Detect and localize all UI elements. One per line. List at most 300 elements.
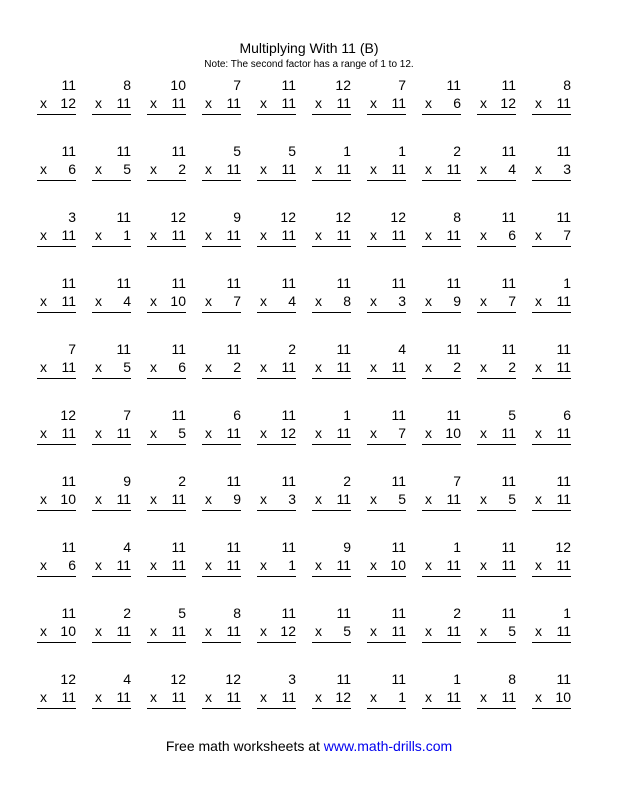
- multiply-operator: x: [40, 95, 47, 111]
- second-factor: 12: [500, 95, 516, 111]
- second-factor-row: [257, 160, 296, 178]
- problem-6-9: [477, 406, 516, 472]
- second-factor: 11: [446, 557, 461, 573]
- problem-10-10: [532, 670, 571, 736]
- second-factor-row: [202, 688, 241, 706]
- problem-7-3: [147, 472, 186, 538]
- problem-1-10: [532, 76, 571, 142]
- second-factor: 11: [226, 623, 241, 639]
- answer-line: [477, 642, 516, 643]
- problem-1-4: [202, 76, 241, 142]
- first-factor: 6: [233, 407, 241, 423]
- answer-line: [312, 642, 351, 643]
- second-factor: 11: [116, 425, 131, 441]
- multiply-operator: x: [535, 161, 542, 177]
- answer-line: [257, 312, 296, 313]
- first-factor: 11: [556, 671, 571, 687]
- problem-2-7: [367, 142, 406, 208]
- answer-line: [532, 444, 571, 445]
- second-factor: 12: [280, 425, 296, 441]
- problem-9-8: [422, 604, 461, 670]
- first-factor: 11: [391, 275, 406, 291]
- first-factor: 3: [68, 209, 76, 225]
- problem-10-6: [312, 670, 351, 736]
- answer-line: [532, 510, 571, 511]
- second-factor: 11: [391, 161, 406, 177]
- problem-1-6: [312, 76, 351, 142]
- problem-9-2: [92, 604, 131, 670]
- second-factor-row: [37, 688, 76, 706]
- second-factor-row: [257, 424, 296, 442]
- answer-line: [367, 246, 406, 247]
- first-factor: 11: [61, 473, 76, 489]
- first-factor: 12: [335, 209, 351, 225]
- problem-5-1: [37, 340, 76, 406]
- multiply-operator: x: [260, 623, 267, 639]
- multiply-operator: x: [315, 623, 322, 639]
- multiply-operator: x: [150, 227, 157, 243]
- second-factor-row: [37, 358, 76, 376]
- first-factor: 8: [563, 77, 571, 93]
- first-factor: 2: [343, 473, 351, 489]
- multiply-operator: x: [40, 557, 47, 573]
- multiply-operator: x: [370, 227, 377, 243]
- answer-line: [92, 708, 131, 709]
- multiply-operator: x: [205, 161, 212, 177]
- second-factor-row: [147, 160, 186, 178]
- second-factor-row: [532, 556, 571, 574]
- answer-line: [422, 246, 461, 247]
- problem-grid: [37, 76, 587, 736]
- first-factor: 4: [398, 341, 406, 357]
- second-factor: 11: [391, 359, 406, 375]
- answer-line: [257, 246, 296, 247]
- multiply-operator: x: [150, 425, 157, 441]
- answer-line: [92, 444, 131, 445]
- second-factor-row: [257, 94, 296, 112]
- second-factor-row: [477, 688, 516, 706]
- answer-line: [147, 378, 186, 379]
- answer-line: [477, 510, 516, 511]
- multiply-operator: x: [95, 293, 102, 309]
- footer-site-link[interactable]: www.math-drills.com: [323, 738, 453, 754]
- multiply-operator: x: [260, 227, 267, 243]
- first-factor: 11: [446, 341, 461, 357]
- first-factor: 11: [501, 539, 516, 555]
- second-factor-row: [312, 160, 351, 178]
- multiply-operator: x: [370, 293, 377, 309]
- first-factor: 11: [501, 605, 516, 621]
- second-factor-row: [422, 94, 461, 112]
- second-factor: 11: [116, 557, 131, 573]
- problem-8-10: [532, 538, 571, 604]
- second-factor: 2: [178, 161, 186, 177]
- answer-line: [367, 510, 406, 511]
- problem-2-5: [257, 142, 296, 208]
- multiply-operator: x: [315, 689, 322, 705]
- problem-6-6: [312, 406, 351, 472]
- first-factor: 11: [501, 209, 516, 225]
- second-factor-row: [257, 226, 296, 244]
- multiply-operator: x: [205, 95, 212, 111]
- answer-line: [37, 378, 76, 379]
- second-factor: 6: [178, 359, 186, 375]
- problem-8-4: [202, 538, 241, 604]
- first-factor: 11: [336, 605, 351, 621]
- multiply-operator: x: [480, 95, 487, 111]
- second-factor: 11: [116, 95, 131, 111]
- answer-line: [202, 312, 241, 313]
- first-factor: 4: [123, 539, 131, 555]
- problem-8-5: [257, 538, 296, 604]
- second-factor-row: [92, 94, 131, 112]
- multiply-operator: x: [260, 557, 267, 573]
- multiply-operator: x: [205, 227, 212, 243]
- answer-line: [422, 312, 461, 313]
- second-factor-row: [422, 556, 461, 574]
- problem-7-4: [202, 472, 241, 538]
- second-factor: 6: [68, 557, 76, 573]
- answer-line: [257, 708, 296, 709]
- second-factor-row: [367, 226, 406, 244]
- answer-line: [367, 180, 406, 181]
- second-factor-row: [37, 556, 76, 574]
- multiply-operator: x: [425, 161, 432, 177]
- answer-line: [477, 114, 516, 115]
- problem-4-1: [37, 274, 76, 340]
- answer-line: [312, 180, 351, 181]
- second-factor-row: [312, 424, 351, 442]
- second-factor: 11: [336, 359, 351, 375]
- second-factor-row: [477, 94, 516, 112]
- problem-2-2: [92, 142, 131, 208]
- first-factor: 3: [288, 671, 296, 687]
- second-factor-row: [312, 226, 351, 244]
- first-factor: 11: [501, 143, 516, 159]
- problem-6-8: [422, 406, 461, 472]
- problem-5-3: [147, 340, 186, 406]
- answer-line: [532, 708, 571, 709]
- problem-10-5: [257, 670, 296, 736]
- answer-line: [532, 642, 571, 643]
- multiply-operator: x: [150, 689, 157, 705]
- first-factor: 12: [555, 539, 571, 555]
- second-factor-row: [202, 226, 241, 244]
- multiply-operator: x: [40, 161, 47, 177]
- problem-8-9: [477, 538, 516, 604]
- answer-line: [147, 444, 186, 445]
- answer-line: [92, 576, 131, 577]
- first-factor: 7: [123, 407, 131, 423]
- problem-2-9: [477, 142, 516, 208]
- multiply-operator: x: [480, 359, 487, 375]
- second-factor: 11: [226, 161, 241, 177]
- first-factor: 7: [398, 77, 406, 93]
- second-factor: 11: [501, 689, 516, 705]
- second-factor: 11: [336, 227, 351, 243]
- second-factor-row: [312, 490, 351, 508]
- second-factor-row: [147, 292, 186, 310]
- second-factor: 10: [60, 623, 76, 639]
- first-factor: 1: [453, 671, 461, 687]
- multiply-operator: x: [260, 95, 267, 111]
- answer-line: [257, 642, 296, 643]
- problem-10-4: [202, 670, 241, 736]
- problem-3-7: [367, 208, 406, 274]
- problem-2-8: [422, 142, 461, 208]
- second-factor: 11: [281, 95, 296, 111]
- second-factor-row: [92, 358, 131, 376]
- second-factor: 11: [556, 425, 571, 441]
- second-factor: 11: [281, 359, 296, 375]
- problem-2-6: [312, 142, 351, 208]
- problem-9-6: [312, 604, 351, 670]
- first-factor: 2: [178, 473, 186, 489]
- first-factor: 11: [116, 143, 131, 159]
- second-factor: 5: [123, 161, 131, 177]
- answer-line: [422, 642, 461, 643]
- second-factor: 11: [336, 491, 351, 507]
- problem-4-4: [202, 274, 241, 340]
- second-factor-row: [92, 226, 131, 244]
- second-factor: 10: [555, 689, 571, 705]
- answer-line: [92, 246, 131, 247]
- second-factor-row: [477, 622, 516, 640]
- second-factor-row: [367, 490, 406, 508]
- second-factor-row: [92, 688, 131, 706]
- second-factor-row: [367, 424, 406, 442]
- second-factor: 11: [116, 689, 131, 705]
- second-factor-row: [202, 622, 241, 640]
- multiply-operator: x: [535, 425, 542, 441]
- answer-line: [37, 114, 76, 115]
- second-factor: 11: [391, 623, 406, 639]
- answer-line: [147, 180, 186, 181]
- multiply-operator: x: [315, 293, 322, 309]
- second-factor-row: [37, 94, 76, 112]
- problem-3-1: [37, 208, 76, 274]
- multiply-operator: x: [315, 491, 322, 507]
- multiply-operator: x: [370, 161, 377, 177]
- second-factor: 11: [336, 557, 351, 573]
- answer-line: [477, 246, 516, 247]
- second-factor: 3: [563, 161, 571, 177]
- first-factor: 11: [226, 341, 241, 357]
- second-factor: 11: [391, 227, 406, 243]
- second-factor-row: [147, 226, 186, 244]
- multiply-operator: x: [260, 425, 267, 441]
- first-factor: 11: [446, 275, 461, 291]
- first-factor: 2: [453, 143, 461, 159]
- answer-line: [147, 312, 186, 313]
- multiply-operator: x: [535, 359, 542, 375]
- multiply-operator: x: [260, 293, 267, 309]
- problem-3-8: [422, 208, 461, 274]
- answer-line: [477, 708, 516, 709]
- problem-1-9: [477, 76, 516, 142]
- second-factor: 11: [281, 227, 296, 243]
- first-factor: 5: [233, 143, 241, 159]
- second-factor: 11: [446, 689, 461, 705]
- answer-line: [312, 576, 351, 577]
- second-factor-row: [367, 94, 406, 112]
- second-factor: 11: [226, 689, 241, 705]
- answer-line: [37, 642, 76, 643]
- second-factor-row: [147, 490, 186, 508]
- answer-line: [312, 246, 351, 247]
- first-factor: 11: [171, 143, 186, 159]
- first-factor: 12: [170, 209, 186, 225]
- second-factor-row: [37, 226, 76, 244]
- first-factor: 11: [116, 275, 131, 291]
- multiply-operator: x: [95, 491, 102, 507]
- second-factor: 11: [171, 227, 186, 243]
- second-factor: 11: [501, 425, 516, 441]
- answer-line: [477, 444, 516, 445]
- answer-line: [312, 114, 351, 115]
- answer-line: [37, 180, 76, 181]
- answer-line: [92, 642, 131, 643]
- multiply-operator: x: [95, 227, 102, 243]
- multiply-operator: x: [370, 689, 377, 705]
- answer-line: [202, 642, 241, 643]
- problem-1-8: [422, 76, 461, 142]
- multiply-operator: x: [260, 359, 267, 375]
- first-factor: 11: [226, 275, 241, 291]
- second-factor: 11: [446, 491, 461, 507]
- problem-4-2: [92, 274, 131, 340]
- first-factor: 11: [336, 671, 351, 687]
- answer-line: [477, 576, 516, 577]
- problem-5-6: [312, 340, 351, 406]
- problem-6-10: [532, 406, 571, 472]
- second-factor-row: [422, 688, 461, 706]
- first-factor: 11: [556, 209, 571, 225]
- second-factor: 11: [556, 293, 571, 309]
- multiply-operator: x: [40, 293, 47, 309]
- problem-5-7: [367, 340, 406, 406]
- second-factor: 5: [398, 491, 406, 507]
- second-factor: 11: [391, 95, 406, 111]
- multiply-operator: x: [425, 623, 432, 639]
- problem-3-9: [477, 208, 516, 274]
- second-factor-row: [477, 556, 516, 574]
- second-factor-row: [312, 622, 351, 640]
- multiply-operator: x: [40, 689, 47, 705]
- second-factor: 8: [343, 293, 351, 309]
- answer-line: [422, 114, 461, 115]
- second-factor: 11: [171, 557, 186, 573]
- first-factor: 11: [391, 407, 406, 423]
- answer-line: [532, 378, 571, 379]
- answer-line: [37, 708, 76, 709]
- answer-line: [202, 444, 241, 445]
- footer-prefix: Free math worksheets at: [165, 738, 324, 754]
- first-factor: 11: [501, 77, 516, 93]
- answer-line: [422, 180, 461, 181]
- second-factor-row: [202, 292, 241, 310]
- answer-line: [312, 444, 351, 445]
- second-factor: 11: [446, 623, 461, 639]
- first-factor: 11: [61, 143, 76, 159]
- multiply-operator: x: [425, 425, 432, 441]
- problem-5-2: [92, 340, 131, 406]
- first-factor: 9: [123, 473, 131, 489]
- problem-5-4: [202, 340, 241, 406]
- problem-6-4: [202, 406, 241, 472]
- multiply-operator: x: [535, 689, 542, 705]
- second-factor-row: [367, 688, 406, 706]
- second-factor: 7: [233, 293, 241, 309]
- second-factor-row: [37, 292, 76, 310]
- second-factor: 11: [61, 227, 76, 243]
- second-factor: 11: [61, 425, 76, 441]
- answer-line: [92, 510, 131, 511]
- problem-9-3: [147, 604, 186, 670]
- answer-line: [147, 642, 186, 643]
- multiply-operator: x: [260, 161, 267, 177]
- answer-line: [92, 312, 131, 313]
- problem-7-8: [422, 472, 461, 538]
- problem-8-8: [422, 538, 461, 604]
- answer-line: [422, 576, 461, 577]
- multiply-operator: x: [480, 689, 487, 705]
- second-factor: 11: [446, 227, 461, 243]
- second-factor: 11: [61, 293, 76, 309]
- answer-line: [312, 510, 351, 511]
- answer-line: [367, 114, 406, 115]
- answer-line: [532, 246, 571, 247]
- second-factor: 4: [123, 293, 131, 309]
- second-factor-row: [202, 556, 241, 574]
- problem-7-5: [257, 472, 296, 538]
- answer-line: [257, 444, 296, 445]
- problem-1-1: [37, 76, 76, 142]
- first-factor: 11: [556, 473, 571, 489]
- second-factor-row: [147, 688, 186, 706]
- answer-line: [367, 708, 406, 709]
- first-factor: 11: [501, 275, 516, 291]
- first-factor: 12: [170, 671, 186, 687]
- answer-line: [37, 576, 76, 577]
- second-factor-row: [312, 688, 351, 706]
- problem-6-3: [147, 406, 186, 472]
- first-factor: 1: [563, 275, 571, 291]
- problem-8-3: [147, 538, 186, 604]
- answer-line: [202, 576, 241, 577]
- second-factor: 4: [508, 161, 516, 177]
- problem-9-4: [202, 604, 241, 670]
- answer-line: [532, 180, 571, 181]
- second-factor-row: [92, 556, 131, 574]
- answer-line: [147, 114, 186, 115]
- second-factor: 9: [233, 491, 241, 507]
- first-factor: 12: [60, 407, 76, 423]
- answer-line: [367, 576, 406, 577]
- multiply-operator: x: [425, 227, 432, 243]
- multiply-operator: x: [535, 227, 542, 243]
- second-factor-row: [422, 292, 461, 310]
- second-factor-row: [532, 688, 571, 706]
- second-factor-row: [257, 490, 296, 508]
- answer-line: [367, 642, 406, 643]
- problem-4-6: [312, 274, 351, 340]
- first-factor: 11: [556, 143, 571, 159]
- first-factor: 12: [390, 209, 406, 225]
- first-factor: 11: [556, 341, 571, 357]
- first-factor: 5: [288, 143, 296, 159]
- second-factor-row: [37, 490, 76, 508]
